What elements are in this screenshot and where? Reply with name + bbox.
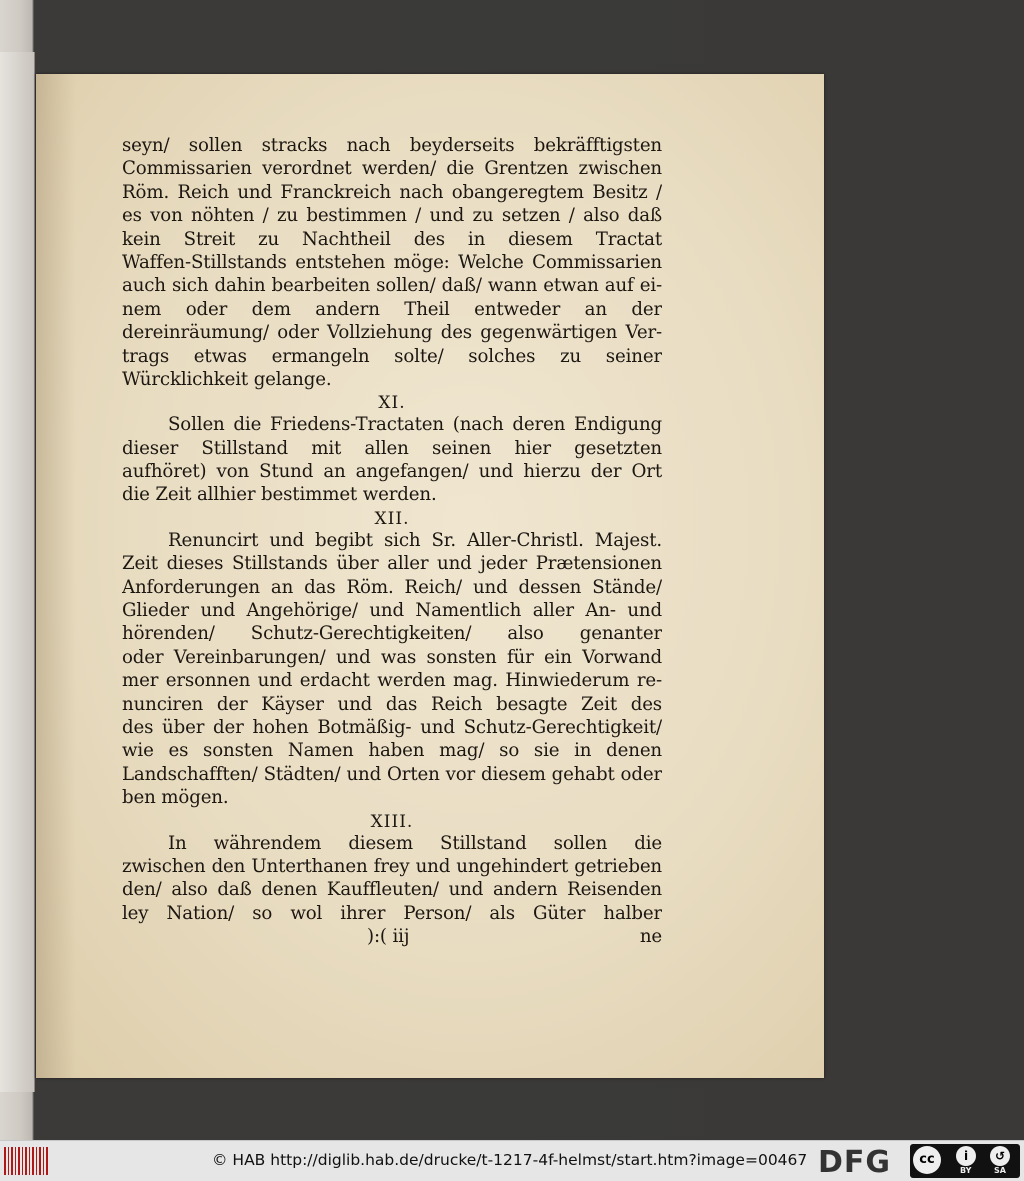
text-line: Sollen die Friedens-Tractaten (nach deren Endigung — [168, 414, 662, 436]
text-line: aufhöret) von Stund an angefangen/ und hierzu der Ort — [122, 461, 662, 483]
text-line: mer ersonnen und erdacht werden mag. Hinwiederum re- — [122, 670, 662, 692]
signature-mark: ):( iij — [367, 926, 410, 948]
text-line: den/ also daß denen Kauffleuten/ und andern Reisenden — [122, 879, 662, 901]
text-line: die Zeit allhier bestimmet werden. — [122, 484, 437, 506]
page-gutter-shadow — [36, 74, 76, 1078]
by-label: BY — [960, 1166, 972, 1175]
text-line: nem oder dem andern Theil entweder an der — [122, 298, 662, 320]
attribution-icon: i — [956, 1146, 976, 1166]
text-line: Renuncirt und begibt sich Sr. Aller-Christl. Majest. — [168, 529, 662, 551]
previous-page-edge — [0, 52, 35, 1092]
text-line: Commissarien verordnet werden/ die Grentzen zwischen — [122, 158, 662, 180]
cc-icon: cc — [913, 1146, 941, 1174]
text-line: oder Vereinbarungen/ und was sonsten für ein Vorwand — [122, 646, 662, 668]
text-line: Landschafften/ Städten/ und Orten vor diesem gehabt oder — [122, 763, 662, 785]
text-line: es von nöhten / zu bestimmen / und zu setzen / also daß — [122, 205, 662, 227]
text-line: zwischen den Unterthanen frey und ungehindert getrieben — [122, 855, 662, 877]
paragraph-continuation — [122, 134, 662, 391]
section-heading-xi: XI. — [378, 393, 406, 414]
section-xii-text — [122, 529, 662, 810]
dfg-logo[interactable]: DFG — [818, 1145, 892, 1180]
text-line: kein Streit zu Nachtheil des in diesem Tractat — [122, 228, 662, 250]
text-line: Waffen-Stillstands entstehen möge: Welche Commissarien — [122, 251, 662, 273]
text-line: dieser Stillstand mit allen seinen hier gesetzten — [122, 437, 662, 459]
hab-barcode-logo — [4, 1147, 48, 1175]
text-line: hörenden/ Schutz-Gerechtigkeiten/ also genanter — [122, 623, 662, 645]
sa-label: SA — [994, 1166, 1006, 1175]
text-line: Röm. Reich und Franckreich nach obangeregtem Besitz / — [122, 181, 662, 203]
text-line: dereinräumung/ oder Vollziehung des gegenwärtigen Ver- — [122, 322, 662, 344]
text-line: Würcklichkeit gelange. — [122, 368, 332, 390]
text-line: ley Nation/ so wol ihrer Person/ als Güter halber — [122, 902, 662, 924]
text-line: trags etwas ermangeln solte/ solches zu seiner — [122, 345, 662, 367]
cc-license-badge[interactable] — [910, 1144, 1020, 1178]
text-line: nunciren der Käyser und das Reich besagte Zeit des — [122, 693, 662, 715]
text-line: Anforderungen an das Röm. Reich/ und dessen Stände/ — [122, 576, 662, 598]
page-footer — [122, 925, 662, 948]
section-xi-text — [122, 413, 662, 507]
text-line: auch sich dahin bearbeiten sollen/ daß/ wann etwan auf ei- — [122, 275, 662, 297]
viewer-footer-bar — [0, 1140, 1024, 1181]
text-line: ben mögen. — [122, 787, 229, 809]
text-line: des über der hohen Botmäßig- und Schutz-Gerechtigkeit/ — [122, 716, 662, 738]
section-heading-xii: XII. — [374, 508, 410, 529]
catchword: ne — [639, 926, 662, 948]
text-line: In währendem diesem Stillstand sollen die — [168, 832, 662, 854]
share-alike-icon: ↺ — [990, 1146, 1010, 1166]
section-heading-xiii: XIII. — [370, 811, 414, 832]
section-xiii-text — [122, 832, 662, 926]
text-line: wie es sonsten Namen haben mag/ so sie in denen — [122, 740, 662, 762]
text-line: Glieder und Angehörige/ und Namentlich aller An- und — [122, 600, 662, 622]
text-line: seyn/ sollen stracks nach beyderseits bekräfftigsten — [122, 135, 662, 156]
copyright-link[interactable]: © HAB http://diglib.hab.de/drucke/t-1217-4f-helmst/start.htm?image=00467 — [212, 1151, 808, 1169]
text-line: Zeit dieses Stillstands über aller und jeder Prætensionen — [122, 553, 662, 575]
page-text — [122, 134, 662, 949]
